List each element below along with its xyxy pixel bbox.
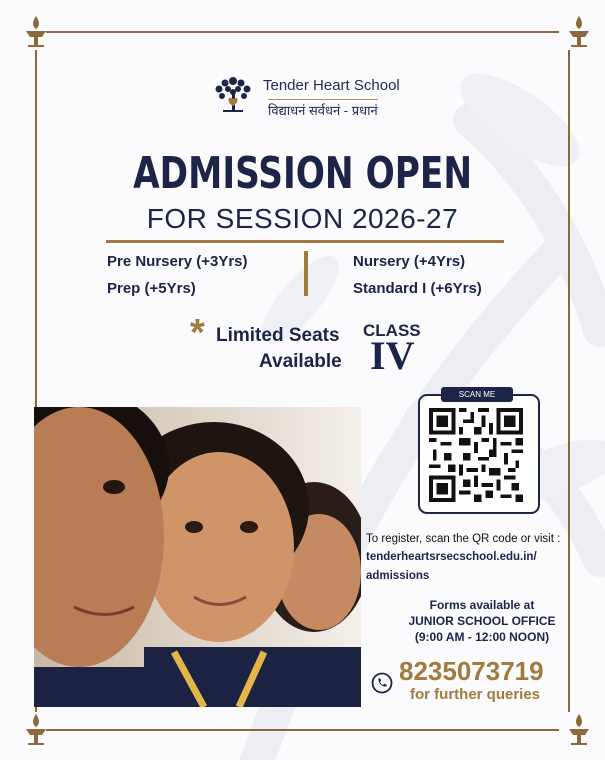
grades-divider (304, 251, 308, 296)
frame-bottom (46, 729, 559, 731)
qr-code[interactable] (429, 408, 523, 502)
page-title: ADMISSION OPEN (133, 148, 473, 199)
title-underline (106, 240, 504, 243)
forms-timing: (9:00 AM - 12:00 NOON) (414, 630, 550, 644)
asterisk-marker: * (190, 312, 205, 354)
limited-seats-text: Limited Seats (216, 325, 340, 346)
queries-note: for further queries (410, 686, 541, 703)
phone-number[interactable]: 8235073719 (399, 656, 544, 686)
lamp-icon (564, 14, 594, 50)
lamp-icon (564, 712, 594, 748)
frame-right (568, 50, 570, 712)
register-instructions: To register, scan the QR code or visit : (366, 533, 561, 545)
school-name: Tender Heart School (263, 77, 400, 94)
school-motto: विद्याधनं सर्वधनं - प्रधानं (268, 99, 378, 119)
grade-item: Pre Nursery (+3Yrs) (107, 253, 248, 270)
class-label: CLASS (363, 321, 421, 340)
scan-me-label: SCAN ME (441, 387, 513, 402)
school-tree-logo (211, 72, 255, 116)
lamp-icon (21, 712, 51, 748)
phone-icon (371, 672, 393, 694)
forms-location: JUNIOR SCHOOL OFFICE (408, 614, 556, 628)
register-url-path[interactable]: admissions (366, 570, 430, 582)
grade-item: Standard I (+6Yrs) (353, 280, 482, 297)
available-text: Available (259, 351, 342, 372)
grade-item: Nursery (+4Yrs) (353, 253, 466, 270)
session-subtitle: FOR SESSION 2026-27 (146, 203, 459, 234)
grade-item: Prep (+5Yrs) (107, 280, 196, 297)
children-photo (34, 407, 361, 707)
class-number: IV (370, 333, 415, 378)
frame-top (46, 31, 559, 33)
lamp-icon (21, 14, 51, 50)
register-url[interactable]: tenderheartsrsecschool.edu.in/ (366, 551, 537, 563)
forms-available-text: Forms available at (429, 598, 535, 612)
